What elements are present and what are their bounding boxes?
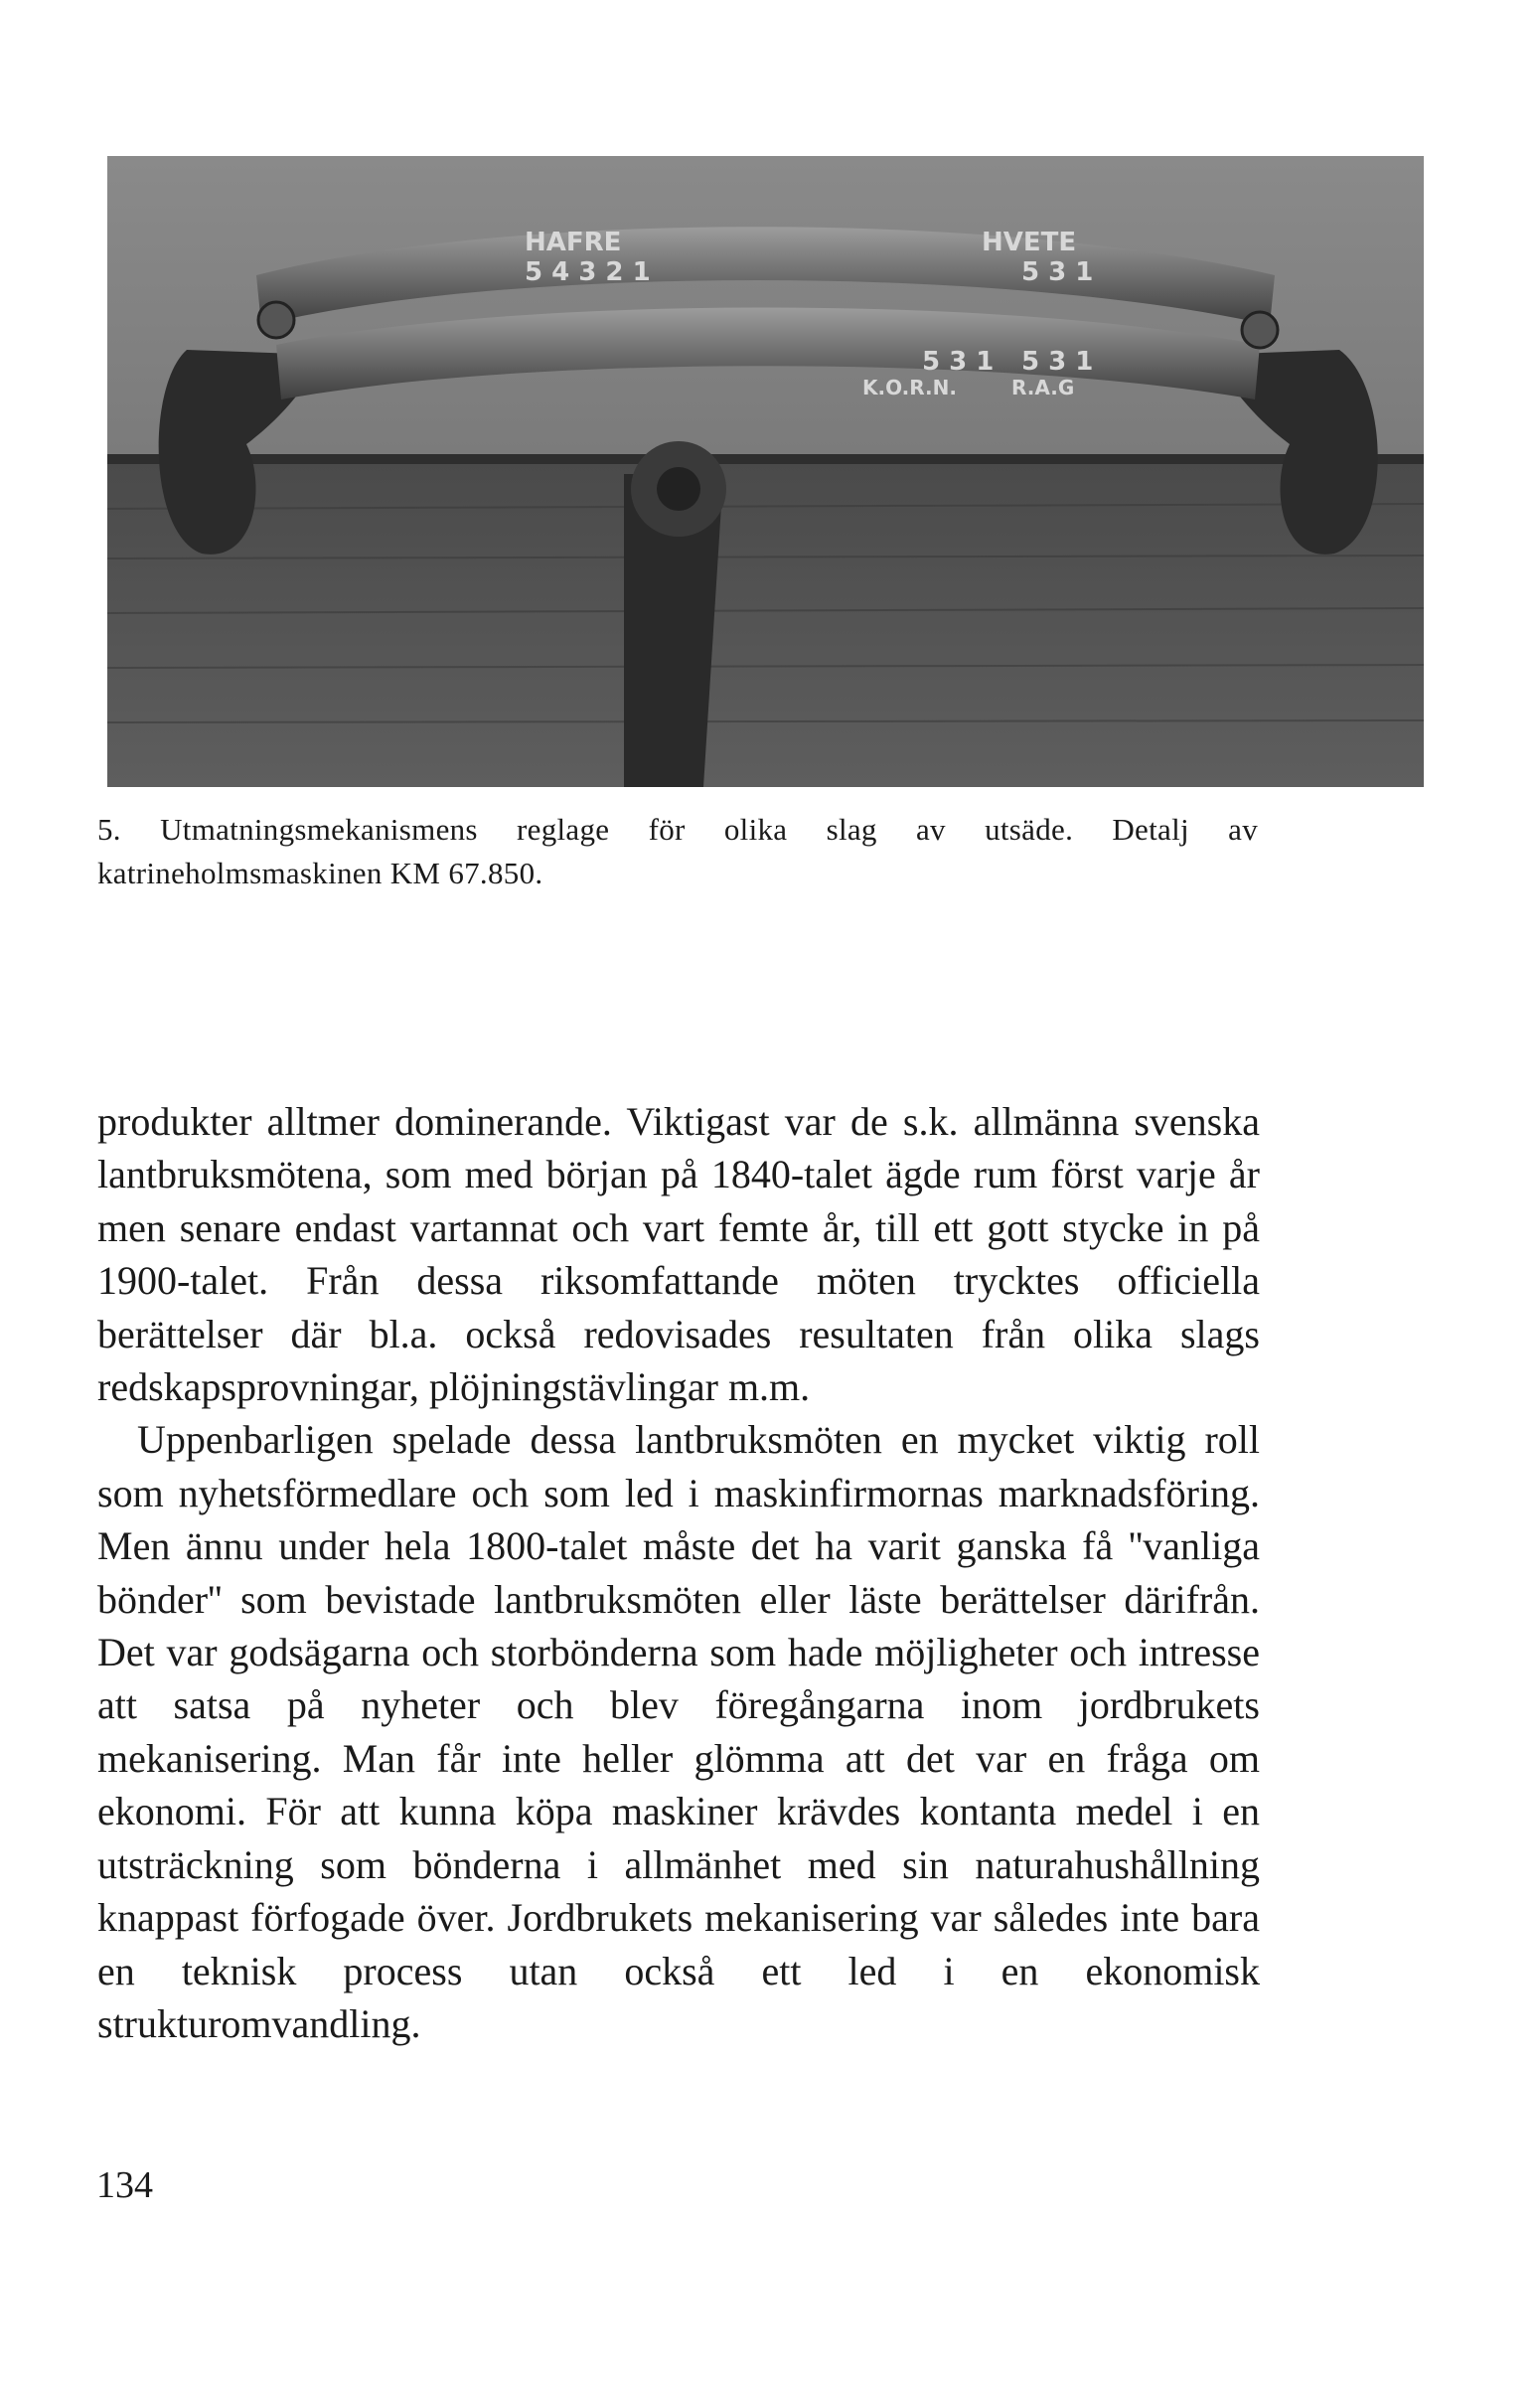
engraved-rag-label: R.A.G [1011, 376, 1075, 399]
figure-photo [107, 156, 1424, 787]
paragraph: produkter alltmer dominerande. Viktigast var de s.k. allmänna svenska lantbruksmötena, som med början på 1840-talet ägde rum först varje år men senare endast vartannat och vart femte år, till ett gott stycke in på 1900-talet. Från dessa riksomfattande möten trycktes officiella berättelser där bl.a. också redovisades resultaten från olika slags redskapsprovningar, plöjningstävlingar m.m. [97, 1099, 1260, 1410]
body-text [97, 1095, 1260, 2050]
engraved-rag-numbers: 5 3 1 [1021, 347, 1094, 377]
figure-caption: 5. Utmatningsmekanismens reglage för olika slag av utsäde. Detalj av katrineholmsmaskinen KM 67.850. [97, 812, 1258, 890]
seed-drill-control-image [107, 156, 1424, 787]
engraved-hafre-label: HAFRE [525, 228, 622, 257]
engraved-korn-label: K.O.R.N. [862, 376, 957, 399]
engraved-hafre-numbers: 5 4 3 2 1 [525, 257, 651, 287]
engraved-hvete-numbers: 5 3 1 [1021, 257, 1094, 287]
engraved-hvete-label: HVETE [982, 228, 1077, 257]
page-number: 134 [96, 2164, 153, 2206]
paragraph: Uppenbarligen spelade dessa lantbruksmöten en mycket viktig roll som nyhetsförmedlare och som led i maskinfirmornas marknadsföring. Men ännu under hela 1800-talet måste det ha varit ganska få ''vanliga bönder'' som bevistade lantbruksmöten eller läste berättelser därifrån. Det var godsägarna och storbönderna som hade möjligheter och intresse att satsa på nyheter och blev föregångarna inom jordbrukets mekanisering. Man får inte heller glömma att det var en fråga om ekonomi. För att kunna köpa maskiner krävdes kontanta medel i en utsträckning som bönderna i allmänhet med sin naturahushållning knappast förfogade över. Jordbrukets mekanisering var således inte bara en teknisk process utan också ett led i en ekonomisk strukturomvandling. [97, 1417, 1260, 2046]
engraved-korn-numbers: 5 3 1 [922, 347, 995, 377]
